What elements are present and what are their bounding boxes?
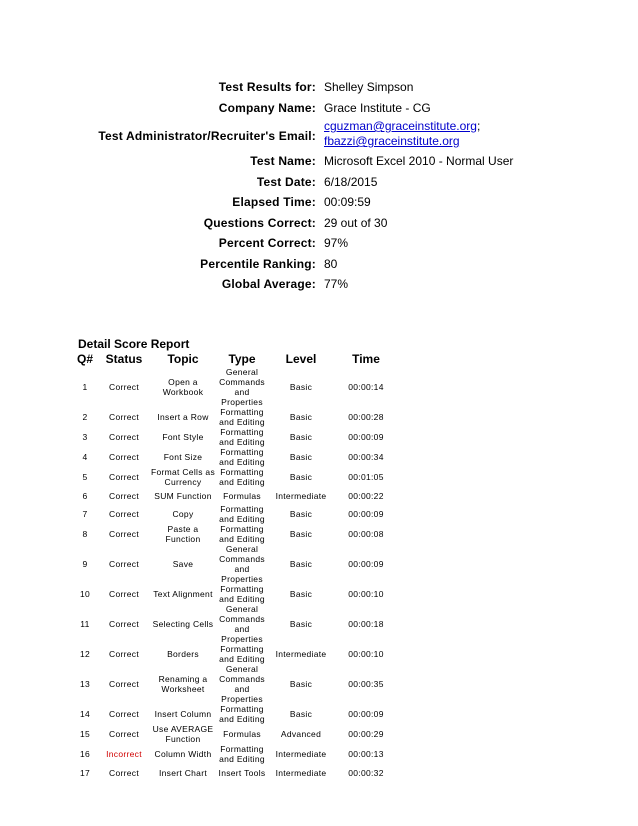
cell-type: Formatting and Editing <box>219 584 265 604</box>
cell-time: 00:00:22 <box>348 490 384 501</box>
cell-type: Formatting and Editing <box>219 447 265 467</box>
test-summary <box>0 78 638 296</box>
cell-q: 6 <box>82 490 88 501</box>
cell-topic: Column Width <box>154 749 212 759</box>
cell-q: 11 <box>80 619 90 629</box>
results-for-label: Test Results for: <box>218 80 316 94</box>
cell-time: 00:00:29 <box>348 729 384 739</box>
cell-q: 9 <box>82 559 88 569</box>
global-value: 77% <box>324 277 349 291</box>
cell-time: 00:00:09 <box>348 559 384 569</box>
cell-time: 00:00:35 <box>348 679 384 689</box>
cell-level: Basic <box>289 709 313 719</box>
cell-time: 00:00:14 <box>348 382 384 392</box>
cell-type: General Commands and Properties <box>219 544 265 584</box>
cell-status: Correct <box>109 412 139 422</box>
cell-status: Correct <box>109 679 139 689</box>
cell-type: Insert Tools <box>218 767 266 778</box>
cell-level: Basic <box>289 412 313 422</box>
cell-topic: Paste a Function <box>165 524 201 544</box>
admin-email-link-1[interactable]: cguzman@graceinstitute.org <box>324 119 477 133</box>
summary-row-percentile <box>0 255 638 276</box>
cell-time: 00:00:13 <box>348 749 384 759</box>
cell-type: General Commands and Properties <box>219 664 265 704</box>
cell-type: General Commands and Properties <box>219 367 265 407</box>
cell-type: Formatting and Editing <box>219 467 265 487</box>
detail-report-title: Detail Score Report <box>78 337 190 351</box>
admin-email-link-2[interactable]: fbazzi@graceinstitute.org <box>324 134 460 148</box>
cell-q: 4 <box>82 452 88 462</box>
cell-q: 15 <box>79 729 91 739</box>
cell-type: Formatting and Editing <box>219 407 265 427</box>
cell-type: Formulas <box>223 729 261 739</box>
table-row <box>72 604 398 644</box>
cell-level: Advanced <box>280 729 322 739</box>
cell-status: Correct <box>109 529 139 539</box>
header-q: Q# <box>76 351 93 366</box>
table-row <box>72 504 398 524</box>
percentile-value: 80 <box>324 256 338 271</box>
cell-time: 00:01:05 <box>348 472 384 482</box>
table-row <box>72 524 398 544</box>
cell-q: 8 <box>82 529 88 539</box>
summary-row-percent <box>0 234 638 255</box>
cell-time: 00:00:08 <box>348 529 384 539</box>
cell-time: 00:00:09 <box>348 509 384 519</box>
cell-topic: Borders <box>167 649 199 659</box>
cell-type: Formatting and Editing <box>219 427 265 447</box>
cell-level: Basic <box>289 529 313 539</box>
cell-type: General Commands and Properties <box>219 604 265 644</box>
cell-type: Formatting and Editing <box>219 744 265 764</box>
cell-q: 12 <box>79 649 91 659</box>
test-name-label: Test Name: <box>250 154 316 168</box>
cell-level: Basic <box>289 679 313 689</box>
summary-row-test-date <box>0 173 638 194</box>
cell-q: 16 <box>79 749 91 759</box>
table-row <box>72 704 398 724</box>
cell-type: Formatting and Editing <box>219 704 265 724</box>
cell-level: Basic <box>289 472 313 482</box>
cell-topic: Copy <box>172 509 194 519</box>
cell-topic: Text Alignment <box>153 589 213 599</box>
cell-status: Correct <box>109 649 139 659</box>
table-row <box>72 407 398 427</box>
cell-level: Basic <box>289 509 313 519</box>
table-row <box>72 744 398 764</box>
summary-row-questions <box>0 214 638 235</box>
cell-q: 13 <box>79 679 91 689</box>
cell-topic: Font Style <box>162 432 204 442</box>
cell-level: Intermediate <box>275 490 327 501</box>
cell-topic: Font Size <box>163 452 203 462</box>
cell-type: Formatting and Editing <box>219 644 265 664</box>
cell-topic: Insert Column <box>154 709 212 719</box>
cell-level: Basic <box>289 432 313 442</box>
cell-level: Basic <box>289 559 313 569</box>
cell-status: Correct <box>109 559 139 569</box>
questions-value: 29 out of 30 <box>324 215 388 230</box>
cell-q: 5 <box>82 472 88 482</box>
table-row <box>72 467 398 487</box>
global-label: Global Average: <box>221 277 316 291</box>
cell-type: Formulas <box>223 490 261 501</box>
cell-q: 10 <box>79 589 91 599</box>
summary-row-results-for <box>0 78 638 99</box>
table-row <box>72 724 398 744</box>
cell-status: Incorrect <box>106 749 142 759</box>
elapsed-label: Elapsed Time: <box>232 195 316 209</box>
table-header-row <box>72 350 398 367</box>
cell-topic: Save <box>172 559 194 569</box>
cell-status: Correct <box>109 709 139 719</box>
cell-level: Basic <box>289 452 313 462</box>
header-level: Level <box>285 351 317 366</box>
table-row <box>72 427 398 447</box>
table-row <box>72 487 398 504</box>
cell-level: Intermediate <box>275 767 327 778</box>
cell-topic: Selecting Cells <box>152 619 214 629</box>
cell-status: Correct <box>109 432 139 442</box>
cell-type: Formatting and Editing <box>219 504 265 524</box>
cell-topic: Renaming a Worksheet <box>158 674 208 694</box>
test-name-value: Microsoft Excel 2010 - Normal User <box>324 154 514 168</box>
company-label: Company Name: <box>218 100 316 115</box>
cell-q: 17 <box>79 767 91 778</box>
cell-status: Correct <box>109 472 139 482</box>
header-topic: Topic <box>167 351 199 366</box>
cell-status: Correct <box>109 767 139 778</box>
cell-time: 00:00:09 <box>348 432 384 442</box>
table-row <box>72 764 398 781</box>
cell-topic: Insert a Row <box>157 412 209 422</box>
table-row <box>72 644 398 664</box>
cell-time: 00:00:10 <box>348 649 384 659</box>
cell-topic: Open a Workbook <box>162 377 204 397</box>
cell-q: 1 <box>82 382 88 392</box>
table-row <box>72 367 398 407</box>
cell-q: 7 <box>82 509 88 519</box>
detail-table-body <box>72 367 398 781</box>
cell-topic: SUM Function <box>154 490 212 501</box>
cell-time: 00:00:34 <box>348 452 384 462</box>
table-row <box>72 447 398 467</box>
header-type: Type <box>228 351 256 366</box>
company-value: Grace Institute - CG <box>324 100 431 115</box>
percent-label: Percent Correct: <box>218 236 316 250</box>
cell-q: 14 <box>79 709 91 719</box>
cell-q: 3 <box>82 432 88 442</box>
cell-time: 00:00:18 <box>348 619 384 629</box>
table-row <box>72 664 398 704</box>
summary-row-elapsed <box>0 193 638 214</box>
cell-status: Correct <box>109 509 139 519</box>
detail-score-table <box>72 350 398 781</box>
table-row <box>72 544 398 584</box>
cell-level: Intermediate <box>275 749 327 759</box>
cell-status: Correct <box>109 619 139 629</box>
cell-level: Basic <box>289 589 313 599</box>
elapsed-value: 00:09:59 <box>324 195 371 209</box>
header-time: Time <box>352 351 380 366</box>
cell-time: 00:00:09 <box>348 709 384 719</box>
cell-q: 2 <box>82 412 88 422</box>
cell-status: Correct <box>109 589 139 599</box>
summary-row-test-name <box>0 152 638 173</box>
cell-level: Basic <box>289 619 313 629</box>
cell-status: Correct <box>109 729 139 739</box>
table-row <box>72 584 398 604</box>
cell-topic: Insert Chart <box>158 767 207 778</box>
cell-status: Correct <box>109 452 139 462</box>
percent-value: 97% <box>324 236 349 250</box>
summary-row-admin-email <box>0 119 638 152</box>
questions-label: Questions Correct: <box>203 215 316 230</box>
email-separator: ; <box>476 119 481 133</box>
cell-topic: Format Cells as Currency <box>150 467 215 487</box>
cell-level: Intermediate <box>275 649 327 659</box>
summary-row-company <box>0 99 638 120</box>
header-status: Status <box>105 351 143 366</box>
cell-status: Correct <box>109 382 139 392</box>
cell-time: 00:00:10 <box>348 589 384 599</box>
test-date-value: 6/18/2015 <box>324 174 378 189</box>
results-for-value: Shelley Simpson <box>324 80 414 94</box>
admin-email-label: Test Administrator/Recruiter's Email: <box>98 129 316 143</box>
admin-email-list <box>324 119 480 149</box>
cell-time: 00:00:32 <box>348 767 384 778</box>
summary-row-global <box>0 275 638 296</box>
test-date-label: Test Date: <box>256 174 316 189</box>
cell-topic: Use AVERAGE Function <box>152 724 214 744</box>
cell-time: 00:00:28 <box>348 412 384 422</box>
cell-level: Basic <box>289 382 313 392</box>
cell-status: Correct <box>109 490 139 501</box>
cell-type: Formatting and Editing <box>219 524 265 544</box>
percentile-label: Percentile Ranking: <box>200 256 316 271</box>
